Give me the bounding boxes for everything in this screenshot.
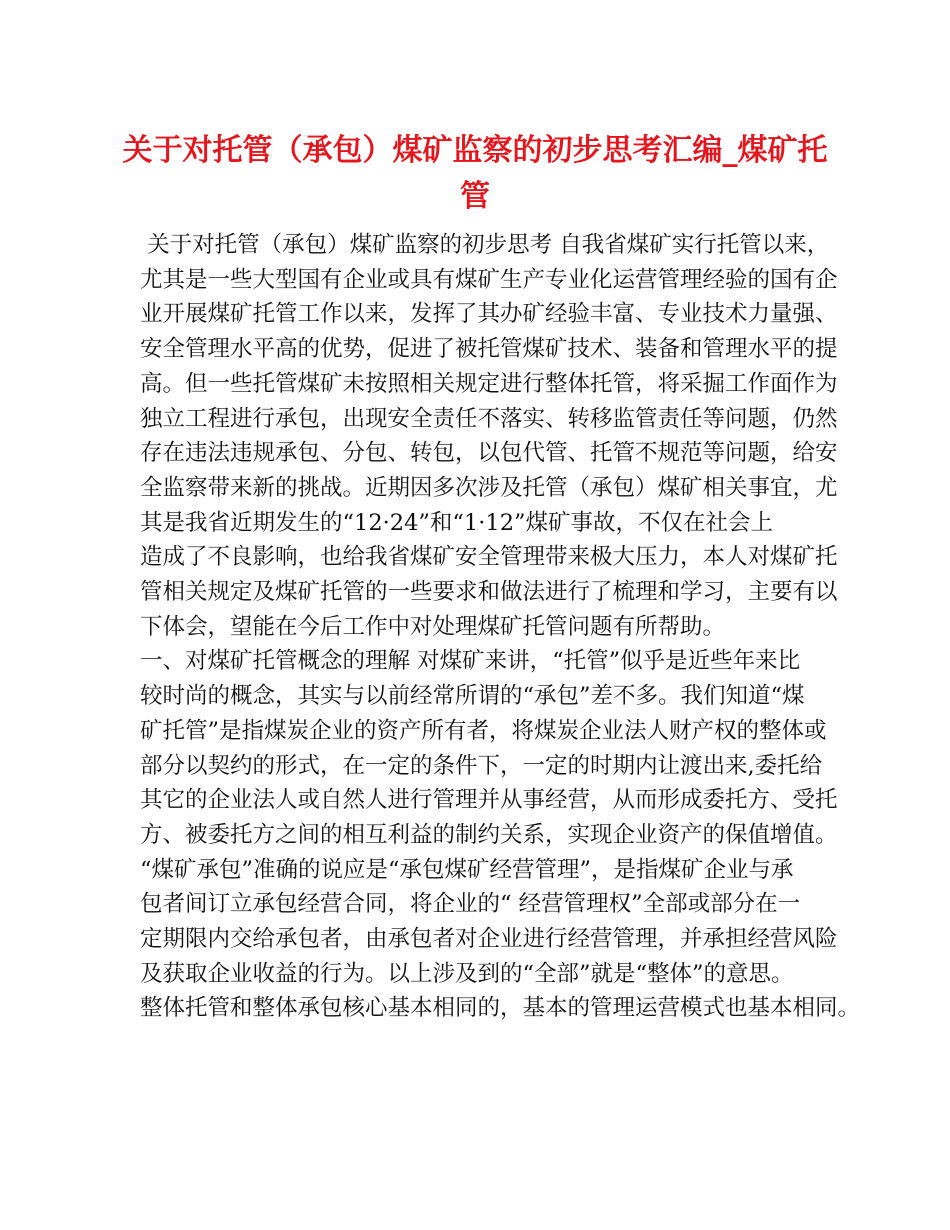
document-title [100,128,850,220]
text-line: 尤其是一些大型国有企业或具有煤矿生产专业化运营管理经验的国有企 [140,266,838,293]
text-line: 造成了不良影响，也给我省煤矿安全管理带来极大压力，本人对煤矿托 [140,544,838,571]
text-line: 独立工程进行承包，出现安全责任不落实、转移监管责任等问题，仍然 [140,405,838,432]
text-line: 及获取企业收益的行为。以上涉及到的“全部”就是“整体”的意思。 [140,960,794,987]
text-line: 其它的企业法人或自然人进行管理并从事经营，从而形成委托方、受托 [140,787,838,814]
text-line: 其是我省近期发生的“12·24”和“1·12”煤矿事故，不仅在社会上 [140,509,774,536]
text-line: “煤矿承包”准确的说应是“承包煤矿经营管理”，是指煤矿企业与承 [140,856,794,883]
text-line: 管相关规定及煤矿托管的一些要求和做法进行了梳理和学习，主要有以 [140,579,838,606]
text-line: 安全管理水平高的优势，促进了被托管煤矿技术、装备和管理水平的提 [140,336,838,363]
text-line: 下体会，望能在今后工作中对处理煤矿托管问题有所帮助。 [140,613,726,640]
text-line: 定期限内交给承包者，由承包者对企业进行经营管理，并承担经营风险 [140,926,838,953]
text-line: 存在违法违规承包、分包、转包，以包代管、托管不规范等问题，给安 [140,440,838,467]
text-line: 部分以契约的形式，在一定的条件下，一定的时期内让渡出来,委托给 [140,752,823,779]
title-line: 关于对托管（承包）煤矿监察的初步思考汇编_煤矿托 [122,133,828,168]
title-line: 管 [460,179,490,214]
text-line: 包者间订立承包经营合同，将企业的“ 经营管理权”全部或部分在一 [140,891,801,918]
text-line: 关于对托管（承包）煤矿监察的初步思考 自我省煤矿实行托管以来， [140,232,830,258]
body-text [140,228,861,1026]
text-line: 整体托管和整体承包核心基本相同的，基本的管理运营模式也基本相同。 [140,995,861,1022]
text-line: 矿托管”是指煤炭企业的资产所有者，将煤炭企业法人财产权的整体或 [140,717,827,744]
text-line: 较时尚的概念，其实与以前经常所谓的“承包”差不多。我们知道“煤 [140,683,805,710]
text-line: 方、被委托方之间的相互利益的制约关系，实现企业资产的保值增值。 [140,821,838,848]
text-line: 高。但一些托管煤矿未按照相关规定进行整体托管，将采掘工作面作为 [140,370,838,397]
text-line: 业开展煤矿托管工作以来，发挥了其办矿经验丰富、专业技术力量强、 [140,301,838,328]
text-line: 全监察带来新的挑战。近期因多次涉及托管（承包）煤矿相关事宜，尤 [140,474,838,501]
text-line: 一、对煤矿托管概念的理解 对煤矿来讲，“托管”似乎是近些年来比 [140,648,801,675]
